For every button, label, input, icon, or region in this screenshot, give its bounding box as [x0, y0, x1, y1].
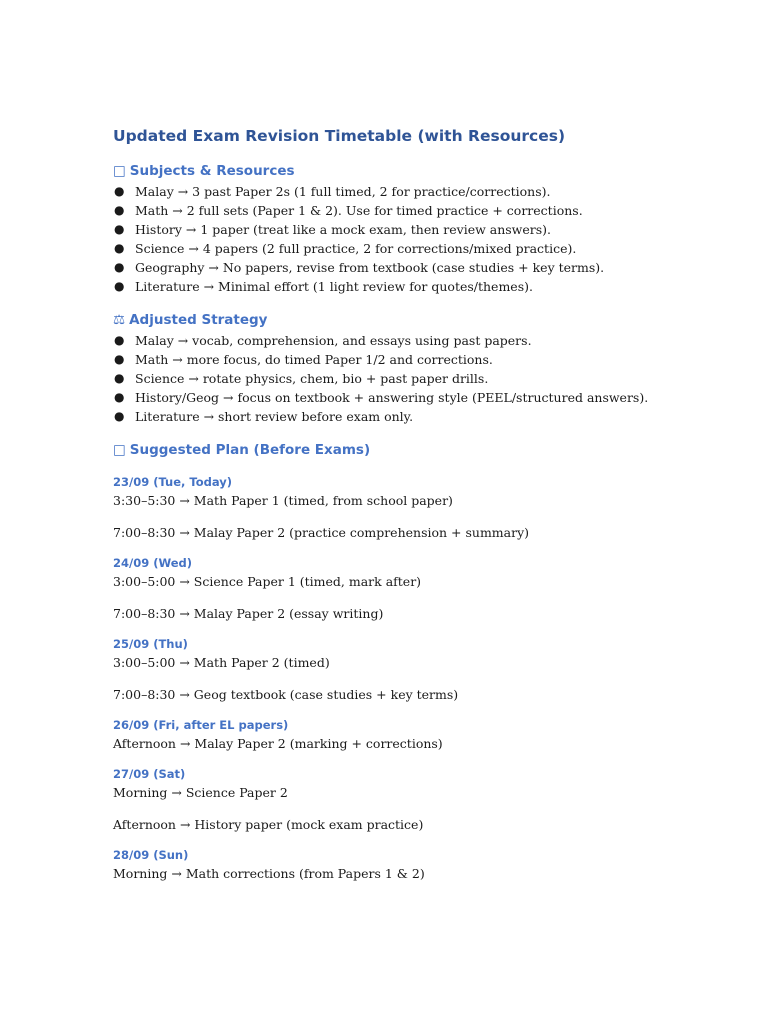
day-date: 26/09 (Fri, after EL papers) [113, 718, 289, 732]
list-item [113, 331, 733, 350]
list-item [113, 369, 733, 388]
plan-entry: 3:30–5:30 → Math Paper 1 (timed, from school paper) [113, 493, 453, 508]
list-item [113, 388, 733, 407]
list-item [113, 258, 733, 277]
list-item [113, 350, 733, 369]
section-suggested-plan [113, 440, 733, 883]
list-item [113, 277, 733, 296]
list-item-text: Math → more focus, do timed Paper 1/2 and corrections. [135, 352, 493, 367]
section-heading [113, 161, 733, 181]
list-item [113, 201, 733, 220]
bullet-icon: ● [114, 279, 125, 293]
plan-day [113, 765, 733, 834]
box-icon: □ [113, 163, 126, 179]
list-item-text: Science → rotate physics, chem, bio + past paper drills. [135, 371, 489, 386]
plan-entry: Morning → Science Paper 2 [113, 785, 288, 800]
list-item-text: History/Geog → focus on textbook + answering style (PEEL/structured answers). [135, 390, 649, 405]
section-heading-text: Subjects & Resources [129, 163, 295, 179]
list-item [113, 407, 733, 426]
bullet-icon: ● [114, 371, 125, 385]
bullet-icon: ● [114, 352, 125, 366]
plan-entry: 3:00–5:00 → Science Paper 1 (timed, mark after) [113, 574, 422, 589]
list-item-text: Literature → short review before exam only. [135, 409, 414, 424]
section-heading [113, 440, 733, 460]
day-date: 23/09 (Tue, Today) [113, 475, 233, 489]
bullet-icon: ● [114, 222, 125, 236]
day-date: 24/09 (Wed) [113, 556, 193, 570]
bullet-icon: ● [114, 203, 125, 217]
bullet-list [113, 331, 733, 426]
list-item-text: Malay → vocab, comprehension, and essays using past papers. [135, 333, 532, 348]
document-title: Updated Exam Revision Timetable (with Resources) [113, 127, 566, 145]
list-item-text: Literature → Minimal effort (1 light review for quotes/themes). [135, 279, 533, 294]
bullet-icon: ● [114, 409, 125, 423]
plan-day [113, 716, 733, 753]
list-item-text: Geography → No papers, revise from textbook (case studies + key terms). [135, 260, 605, 275]
plan-entry: 7:00–8:30 → Geog textbook (case studies + key terms) [113, 687, 459, 702]
section-heading [113, 310, 733, 330]
section-adjusted-strategy [113, 310, 733, 426]
bullet-icon: ● [114, 260, 125, 274]
plan-entry: 7:00–8:30 → Malay Paper 2 (practice comprehension + summary) [113, 525, 530, 540]
section-subjects-resources [113, 161, 733, 296]
bullet-icon: ● [114, 241, 125, 255]
day-date: 25/09 (Thu) [113, 637, 188, 651]
plan-day [113, 635, 733, 704]
list-item [113, 182, 733, 201]
day-date: 27/09 (Sat) [113, 767, 186, 781]
bullet-list [113, 182, 733, 296]
section-heading-text: Adjusted Strategy [129, 312, 268, 328]
plan-entry: Morning → Math corrections (from Papers 1 & 2) [113, 866, 425, 881]
bullet-icon: ● [114, 390, 125, 404]
day-date: 28/09 (Sun) [113, 848, 189, 862]
plan-entry: Afternoon → History paper (mock exam practice) [113, 817, 424, 832]
plan-day [113, 473, 733, 542]
scales-icon: ⚖ [113, 312, 126, 328]
plan-entry: 3:00–5:00 → Math Paper 2 (timed) [113, 655, 330, 670]
plan-day [113, 554, 733, 623]
list-item-text: Malay → 3 past Paper 2s (1 full timed, 2 for practice/corrections). [135, 184, 551, 199]
bullet-icon: ● [114, 333, 125, 347]
box-icon: □ [113, 442, 126, 458]
plan-entry: Afternoon → Malay Paper 2 (marking + corrections) [113, 736, 443, 751]
list-item [113, 220, 733, 239]
bullet-icon: ● [114, 184, 125, 198]
list-item [113, 239, 733, 258]
list-item-text: History → 1 paper (treat like a mock exam, then review answers). [135, 222, 552, 237]
plan-day [113, 846, 733, 883]
section-heading-text: Suggested Plan (Before Exams) [129, 442, 371, 458]
list-item-text: Math → 2 full sets (Paper 1 & 2). Use for timed practice + corrections. [135, 203, 583, 218]
document-page [113, 122, 733, 883]
list-item-text: Science → 4 papers (2 full practice, 2 for corrections/mixed practice). [135, 241, 577, 256]
plan-entry: 7:00–8:30 → Malay Paper 2 (essay writing) [113, 606, 384, 621]
